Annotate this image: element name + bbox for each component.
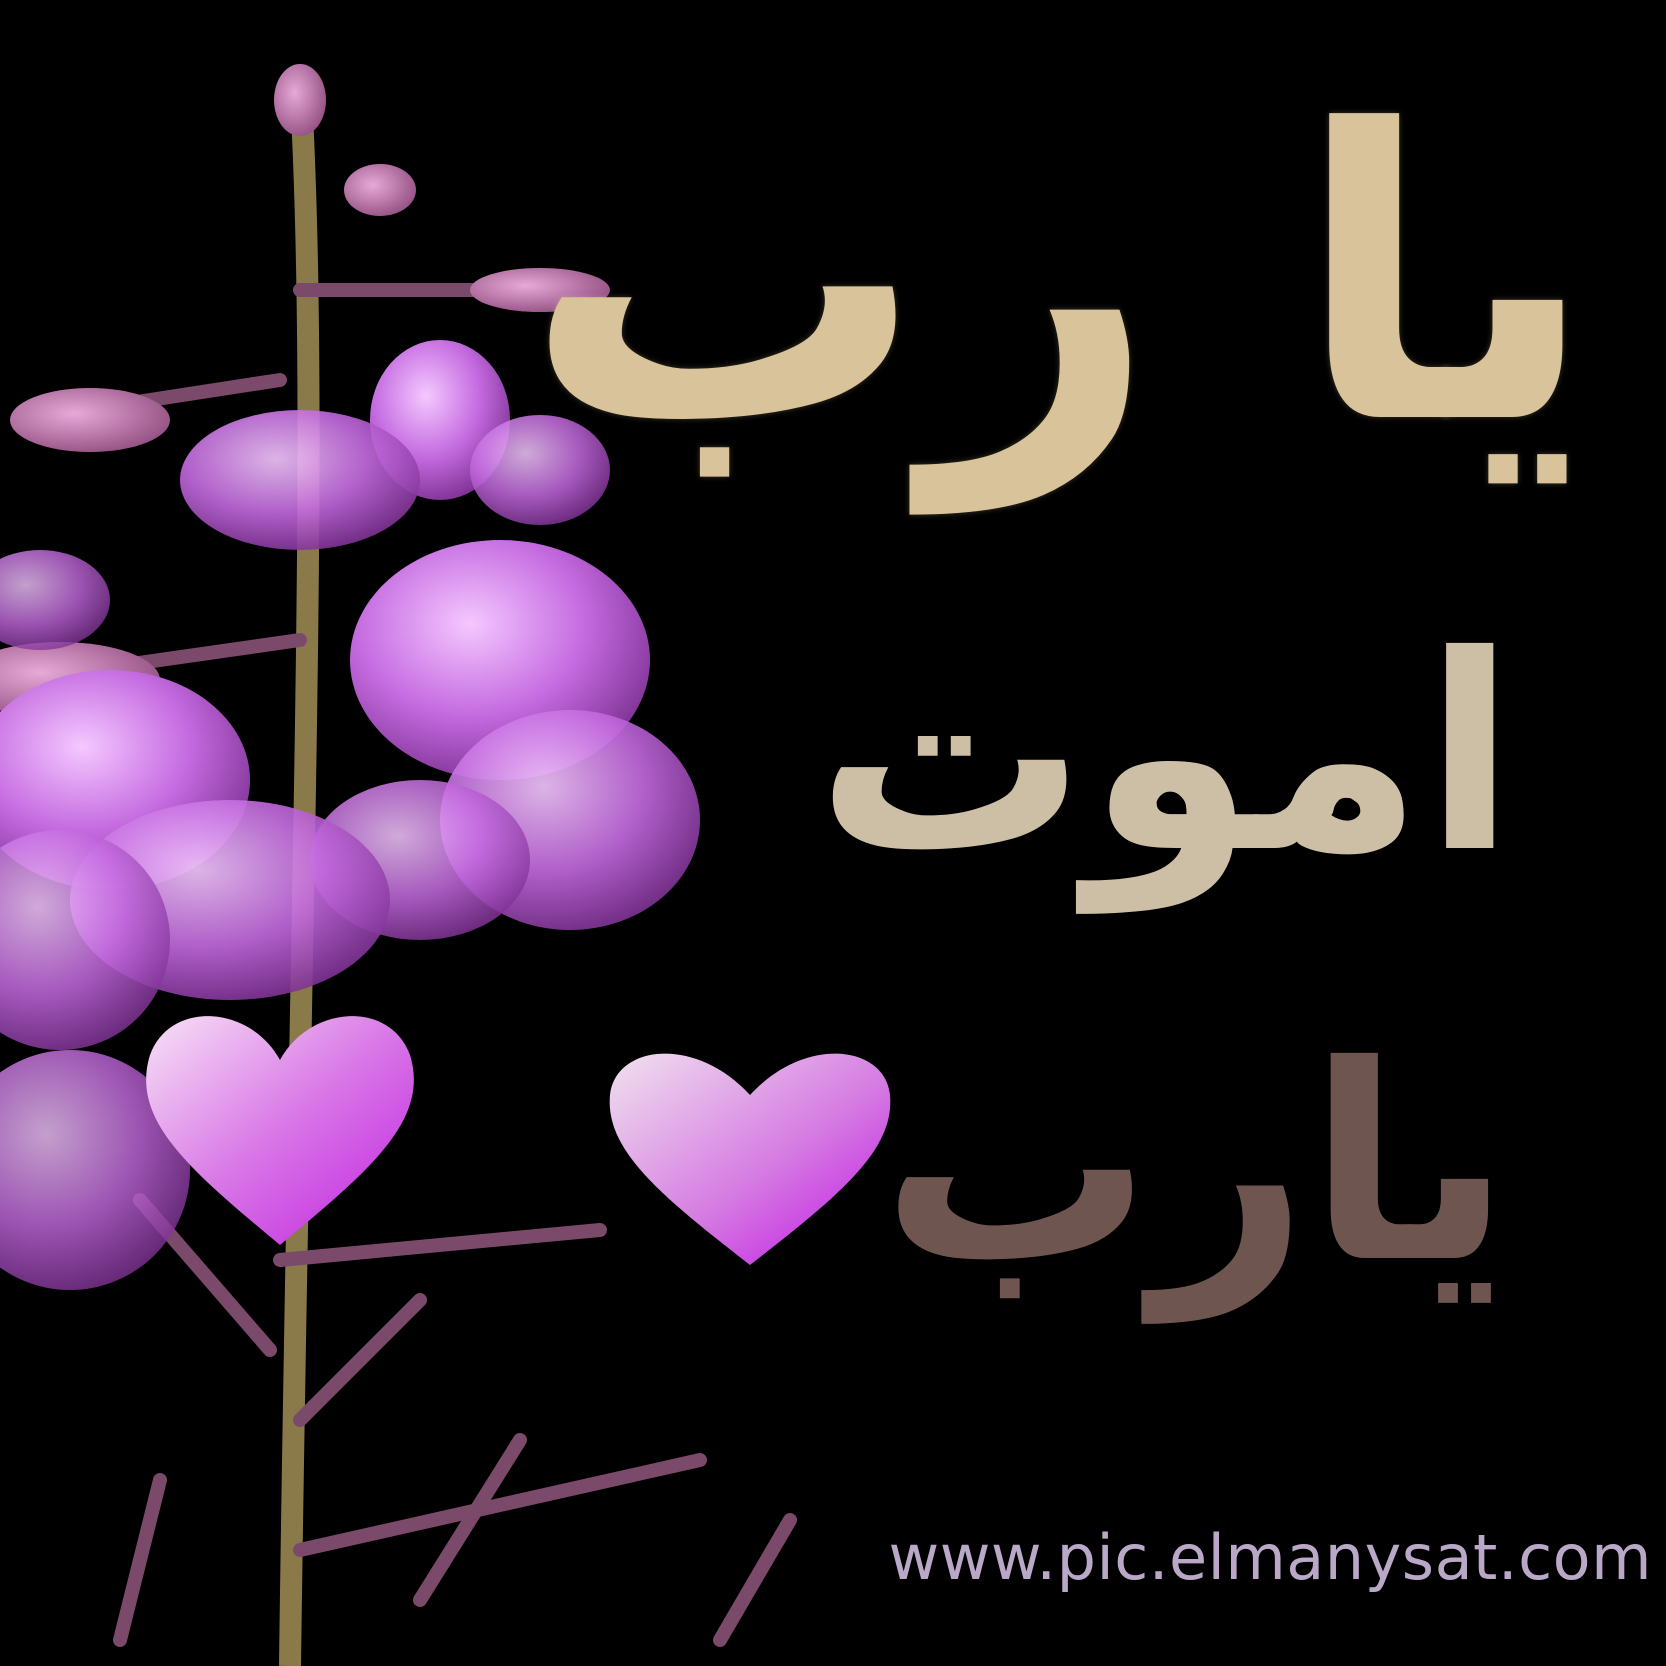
greeting-line-amoot: اموت	[815, 597, 1516, 912]
greeting-line-yarab: يارب	[881, 1007, 1511, 1322]
greeting-line-ya-rab: يا رب	[524, 47, 1596, 512]
watermark-url: www.pic.elmanysat.com	[888, 1521, 1652, 1594]
heart-icon	[146, 1016, 414, 1245]
